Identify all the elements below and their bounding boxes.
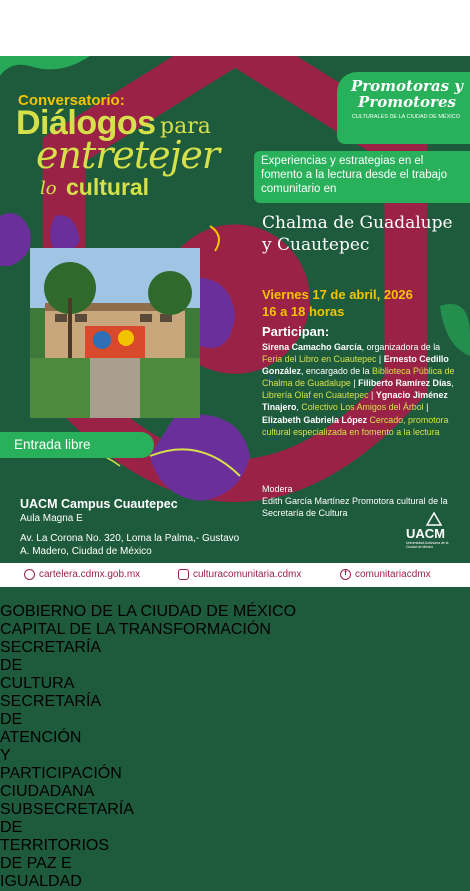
- moderator-text: Edith García Martínez Promotora cultural de la Secretaría de Cultura: [262, 496, 448, 518]
- title-word-para: para: [160, 114, 211, 139]
- uacm-subtitle: Universidad Autónoma de la Ciudad de México: [406, 541, 449, 549]
- participants-title: Participan:: [262, 324, 330, 339]
- participant-org: Biblioteca Pública de Chalma de Guadalupe: [262, 366, 455, 389]
- venue-address: Av. La Corona No. 320, Loma la Palma,- Gustavo A. Madero, Ciudad de México: [20, 533, 240, 557]
- globe-icon: [24, 569, 35, 580]
- event-place: Chalma de Guadalupe y Cuautepec: [262, 213, 453, 255]
- separator: |: [368, 390, 376, 401]
- gov-title: GOBIERNO DE LA CIUDAD DE MÉXICO: [0, 603, 297, 621]
- participant-role: , encargado de la: [300, 366, 373, 377]
- title-word-dialogos: Diálogos: [16, 104, 156, 142]
- event-hours: 16 a 18 horas: [262, 304, 345, 319]
- facebook-icon: f: [340, 569, 351, 580]
- participant-org: Cercado, promotora cultural especializada en fomento a la lectura: [262, 414, 449, 437]
- header-bar: [0, 0, 470, 56]
- footer-web-label: cartelera.cdmx.gob.mx: [39, 569, 141, 580]
- event-kicker: Conversatorio:: [18, 92, 125, 109]
- separator: |: [350, 378, 359, 389]
- participant-name: Filiberto Ramírez Días: [358, 378, 452, 389]
- participant-role: , organizadora de la: [361, 342, 441, 352]
- separator: |: [376, 354, 384, 365]
- free-entry-label: Entrada libre: [14, 437, 91, 452]
- footer-web[interactable]: [24, 569, 140, 580]
- participant-name: Ygnacio Jiménez Tinajero: [262, 390, 448, 413]
- participant-org: Feria del Libro en Cuautepec: [262, 354, 377, 365]
- title-word-cultural: cultural: [66, 174, 150, 200]
- footer-instagram[interactable]: [178, 569, 301, 580]
- uacm-logo: UACM: [406, 526, 445, 541]
- subsec-territorios-label: SUBSECRETARÍA DE TERRITORIOS DE PAZ E IGUALDAD: [0, 801, 134, 891]
- title-word-lo: lo: [40, 178, 57, 199]
- subsec-atencion-label: SECRETARÍA DE ATENCIÓN Y PARTICIPACIÓN CIUDADANA: [0, 693, 122, 801]
- venue-room: Aula Magna E: [20, 513, 83, 524]
- separator: |: [423, 402, 429, 413]
- uacm-logo-icon: [426, 512, 442, 526]
- gov-subtitle: CAPITAL DE LA TRANSFORMACIÓN: [0, 621, 271, 639]
- participant-name: Ernesto Cedillo González: [262, 354, 449, 377]
- promotoras-logo: Promotoras y Promotores: [350, 77, 463, 111]
- promotoras-subtitle: CULTURALES DE LA CIUDAD DE MÉXICO: [351, 114, 461, 120]
- footer-facebook[interactable]: [340, 569, 431, 580]
- campus-photo: [30, 248, 200, 418]
- participants-list: Sirena Camacho García, organizadora de la Feria del Libro en Cuautepec | Ernesto Cedillo González, encargado de la Biblioteca Pública de Chalma de Guadalupe | Filiberto Ramírez Días, Librería Olaf en Cuautepec | Ygnacio Jiménez Tinajero, Colectivo Los Amigos del Árbol | Elizabeth Gabriela López Cercado, promotora cultural especializada en fomento a la lectura: [262, 342, 455, 437]
- participant-name: Sirena Camacho García: [262, 342, 362, 352]
- secretaria-label: SECRETARÍA DE CULTURA: [0, 639, 101, 693]
- footer-instagram-label: culturacomunitaria.cdmx: [193, 569, 302, 580]
- participant-name: Elizabeth Gabriela López: [262, 414, 368, 425]
- venue-name: UACM Campus Cuautepec: [20, 497, 178, 511]
- footer-facebook-label: comunitariacdmx: [355, 569, 431, 580]
- intro-text: Experiencias y estrategias en el fomento a la lectura desde el trabajo comunitario en: [261, 155, 448, 195]
- instagram-icon: [178, 569, 189, 580]
- moderator-label: Modera: [262, 484, 293, 494]
- participant-org: Colectivo Los Amigos del Árbol: [301, 402, 424, 413]
- title-word-entretejer: entretejer: [36, 133, 220, 177]
- participant-org: Librería Olaf en Cuautepec: [262, 390, 369, 401]
- event-date: Viernes 17 de abril, 2026: [262, 287, 413, 302]
